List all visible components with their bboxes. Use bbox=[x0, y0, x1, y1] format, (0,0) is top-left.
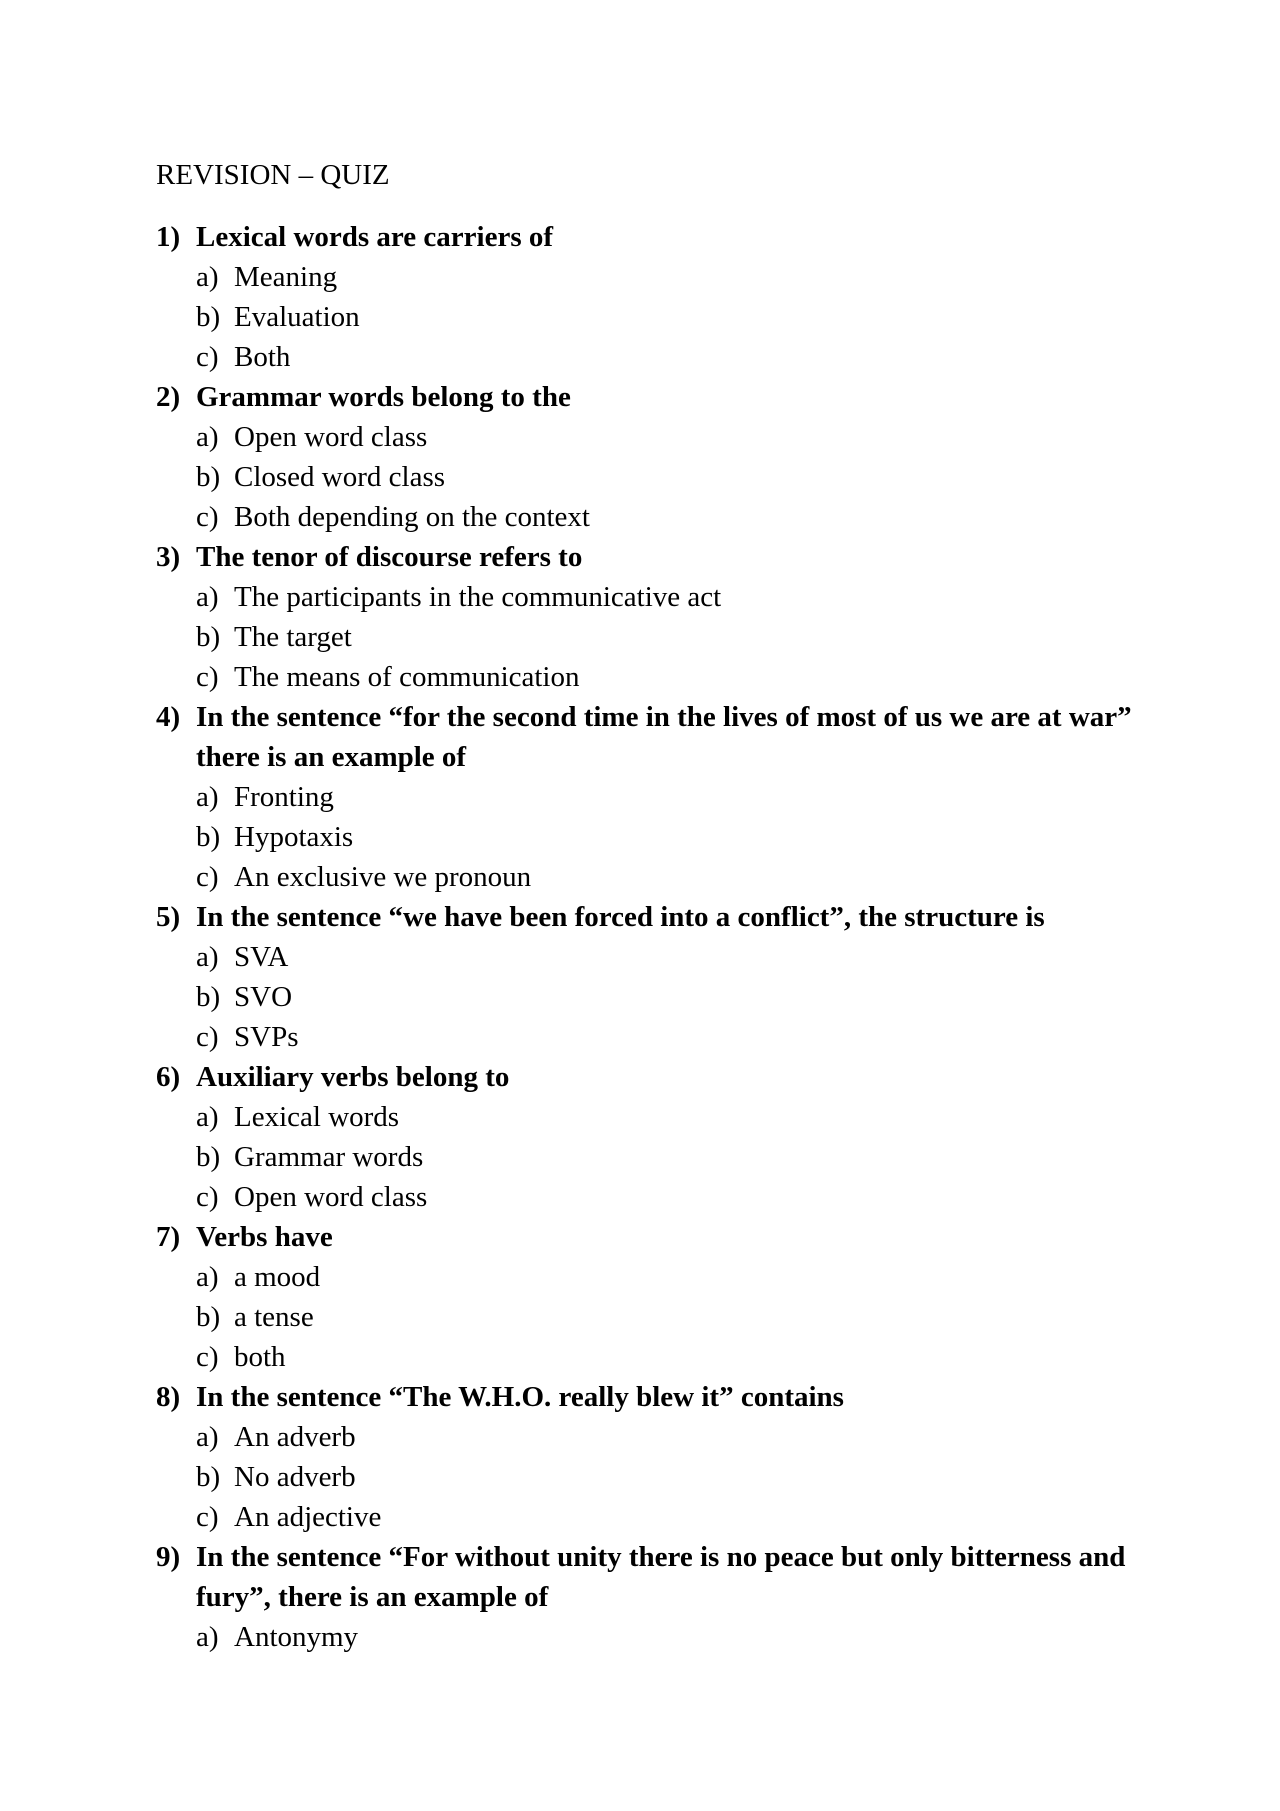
question-number: 9) bbox=[156, 1541, 181, 1573]
option-9a bbox=[156, 1617, 1136, 1657]
option-text: No adverb bbox=[234, 1461, 356, 1493]
option-text: both bbox=[234, 1341, 286, 1373]
question-number: 3) bbox=[156, 541, 181, 573]
option-letter: a) bbox=[196, 421, 219, 453]
option-text: a mood bbox=[234, 1261, 321, 1293]
option-letter: a) bbox=[196, 581, 219, 613]
option-letter: b) bbox=[196, 821, 221, 853]
option-7c bbox=[156, 1337, 1136, 1377]
question-text: Verbs have bbox=[196, 1221, 333, 1253]
question-number: 2) bbox=[156, 381, 181, 413]
option-letter: c) bbox=[196, 501, 219, 533]
option-5a bbox=[156, 937, 1136, 977]
option-text: Hypotaxis bbox=[234, 821, 354, 853]
option-7b bbox=[156, 1297, 1136, 1337]
option-text: a tense bbox=[234, 1301, 314, 1333]
option-5c bbox=[156, 1017, 1136, 1057]
question-number: 4) bbox=[156, 701, 181, 733]
option-text: An adverb bbox=[234, 1421, 356, 1453]
option-text: An exclusive we pronoun bbox=[234, 861, 532, 893]
question-number: 8) bbox=[156, 1381, 181, 1413]
question-number: 1) bbox=[156, 221, 181, 253]
question-1 bbox=[156, 217, 1136, 257]
option-3b bbox=[156, 617, 1136, 657]
option-letter: c) bbox=[196, 1181, 219, 1213]
option-letter: c) bbox=[196, 661, 219, 693]
question-text: In the sentence “we have been forced into a conflict”, the structure is bbox=[196, 901, 1045, 933]
option-2b bbox=[156, 457, 1136, 497]
option-letter: b) bbox=[196, 1461, 221, 1493]
question-text: In the sentence “for the second time in the lives of most of us we are at war” there is an example of bbox=[196, 701, 1132, 773]
option-4a bbox=[156, 777, 1136, 817]
option-letter: a) bbox=[196, 1621, 219, 1653]
option-letter: b) bbox=[196, 301, 221, 333]
option-text: Evaluation bbox=[234, 301, 360, 333]
option-letter: a) bbox=[196, 941, 219, 973]
question-text: The tenor of discourse refers to bbox=[196, 541, 583, 573]
option-text: Meaning bbox=[234, 261, 338, 293]
page-title: REVISION – QUIZ bbox=[156, 159, 390, 191]
option-letter: b) bbox=[196, 461, 221, 493]
question-8 bbox=[156, 1377, 1136, 1417]
option-text: The target bbox=[234, 621, 352, 653]
question-9 bbox=[156, 1537, 1136, 1617]
question-text: In the sentence “The W.H.O. really blew it” contains bbox=[196, 1381, 844, 1413]
question-number: 5) bbox=[156, 901, 181, 933]
option-text: Grammar words bbox=[234, 1141, 424, 1173]
question-5 bbox=[156, 897, 1136, 937]
option-letter: c) bbox=[196, 861, 219, 893]
option-letter: a) bbox=[196, 781, 219, 813]
option-text: The means of communication bbox=[234, 661, 580, 693]
option-1c bbox=[156, 337, 1136, 377]
option-1a bbox=[156, 257, 1136, 297]
option-3a bbox=[156, 577, 1136, 617]
question-text: Grammar words belong to the bbox=[196, 381, 571, 413]
option-text: Fronting bbox=[234, 781, 334, 813]
option-letter: c) bbox=[196, 1021, 219, 1053]
option-text: Both bbox=[234, 341, 291, 373]
option-text: Open word class bbox=[234, 1181, 428, 1213]
option-letter: b) bbox=[196, 1141, 221, 1173]
option-6b bbox=[156, 1137, 1136, 1177]
option-7a bbox=[156, 1257, 1136, 1297]
option-letter: a) bbox=[196, 261, 219, 293]
option-text: Open word class bbox=[234, 421, 428, 453]
question-4 bbox=[156, 697, 1136, 777]
question-number: 7) bbox=[156, 1221, 181, 1253]
option-letter: a) bbox=[196, 1261, 219, 1293]
option-8b bbox=[156, 1457, 1136, 1497]
option-4c bbox=[156, 857, 1136, 897]
question-text: Auxiliary verbs belong to bbox=[196, 1061, 510, 1093]
option-text: The participants in the communicative act bbox=[234, 581, 722, 613]
option-text: SVO bbox=[234, 981, 293, 1013]
option-text: SVA bbox=[234, 941, 289, 973]
question-6 bbox=[156, 1057, 1136, 1097]
option-8a bbox=[156, 1417, 1136, 1457]
question-3 bbox=[156, 537, 1136, 577]
option-letter: c) bbox=[196, 1501, 219, 1533]
option-text: An adjective bbox=[234, 1501, 382, 1533]
option-8c bbox=[156, 1497, 1136, 1537]
question-text: Lexical words are carriers of bbox=[196, 221, 554, 253]
question-2 bbox=[156, 377, 1136, 417]
option-6a bbox=[156, 1097, 1136, 1137]
option-text: Both depending on the context bbox=[234, 501, 590, 533]
option-6c bbox=[156, 1177, 1136, 1217]
option-text: SVPs bbox=[234, 1021, 299, 1053]
option-1b bbox=[156, 297, 1136, 337]
option-letter: b) bbox=[196, 1301, 221, 1333]
option-letter: c) bbox=[196, 1341, 219, 1373]
option-4b bbox=[156, 817, 1136, 857]
option-3c bbox=[156, 657, 1136, 697]
question-7 bbox=[156, 1217, 1136, 1257]
question-text: In the sentence “For without unity there is no peace but only bitterness and fury”, there is an example of bbox=[196, 1541, 1126, 1613]
option-letter: b) bbox=[196, 981, 221, 1013]
option-letter: a) bbox=[196, 1421, 219, 1453]
option-5b bbox=[156, 977, 1136, 1017]
option-2c bbox=[156, 497, 1136, 537]
option-letter: a) bbox=[196, 1101, 219, 1133]
option-text: Antonymy bbox=[234, 1621, 359, 1653]
option-letter: c) bbox=[196, 341, 219, 373]
option-text: Closed word class bbox=[234, 461, 446, 493]
question-number: 6) bbox=[156, 1061, 181, 1093]
option-letter: b) bbox=[196, 621, 221, 653]
option-2a bbox=[156, 417, 1136, 457]
quiz-page bbox=[156, 155, 1136, 1657]
option-text: Lexical words bbox=[234, 1101, 400, 1133]
